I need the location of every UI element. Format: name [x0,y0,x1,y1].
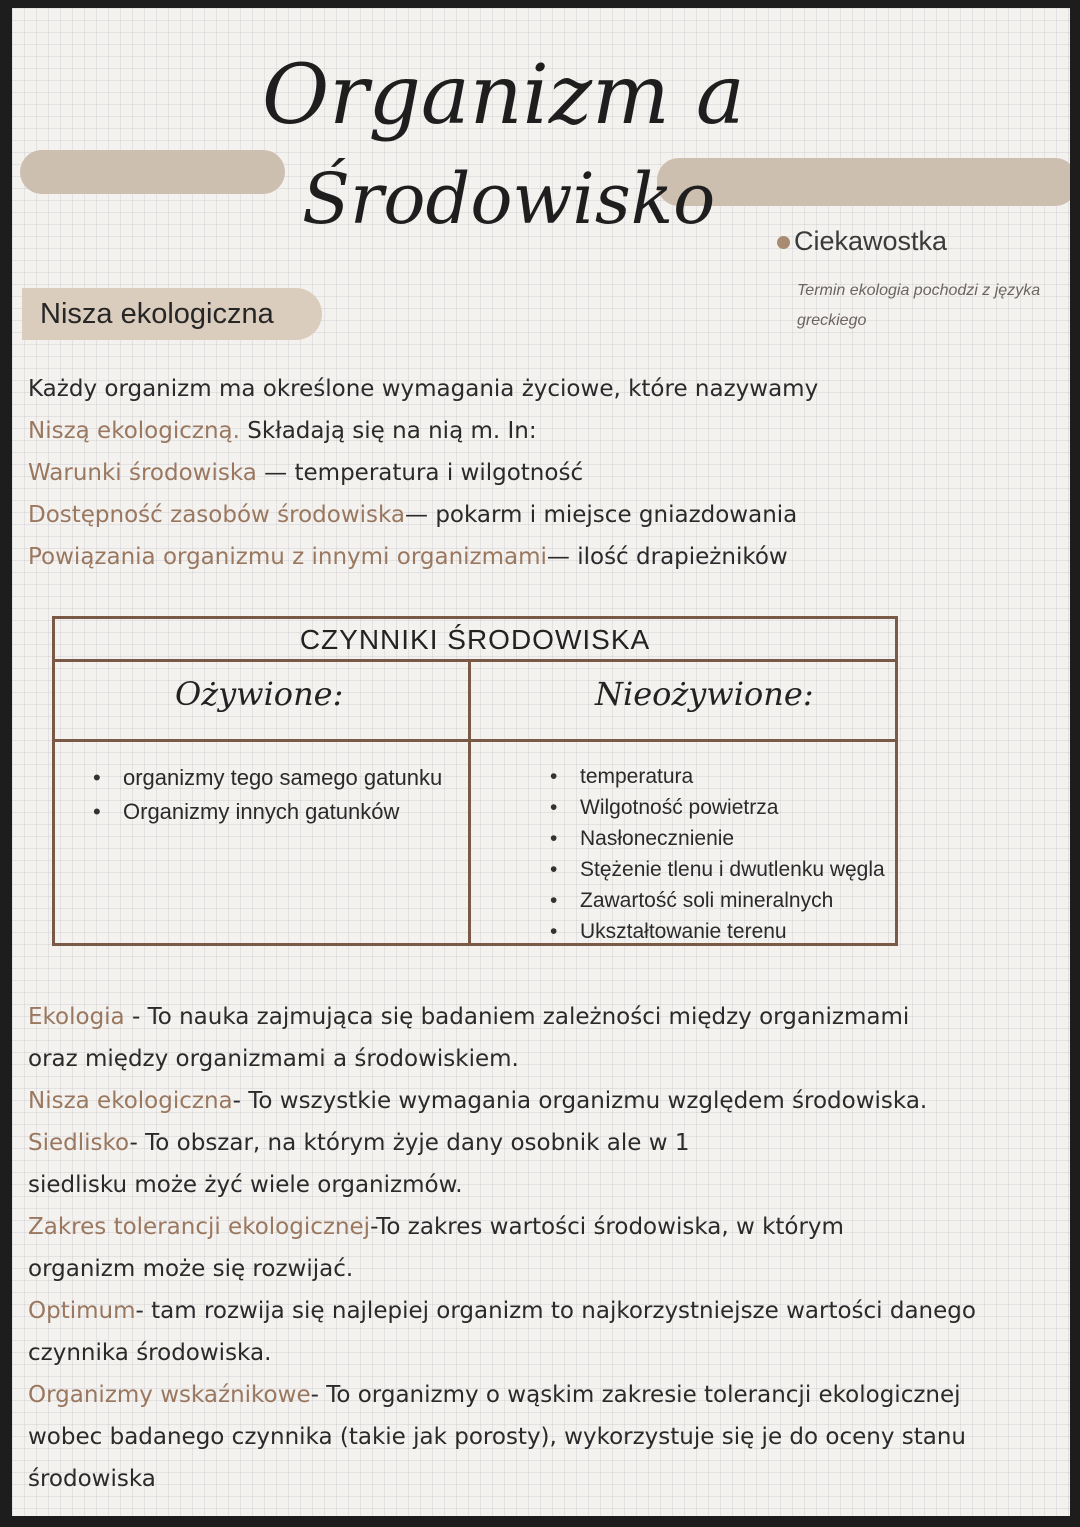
term: Niszą ekologiczną. [28,418,240,444]
definition-line [28,996,1058,1038]
term-text: - To obszar, na którym żyje dany osobnik ale w 1 [129,1130,690,1156]
fact-heading-text: Ciekawostka [794,226,948,256]
abiotic-title: Nieożywione: [595,675,814,713]
page-title-line2: Środowisko [302,158,716,240]
term-text: — ilość drapieżników [546,544,788,570]
term: Dostępność zasobów środowiska [28,502,406,528]
note-page [12,8,1070,1516]
list-item: • Organizmy innych gatunków [93,795,442,829]
term: Zakres tolerancji ekologicznej [28,1214,371,1240]
definition-line: organizm może się rozwijać. [28,1256,354,1282]
table-title: CZYNNIKI ŚRODOWISKA [55,619,895,662]
title-band-left [20,150,285,194]
definition-line: wobec badanego czynnika (takie jak porosty), wykorzystuje się je do oceny stanu [28,1424,967,1450]
definitions [28,996,1058,1500]
intro-line [28,410,1058,452]
biotic-title: Ożywione: [175,675,344,713]
list-item: • temperatura [550,761,885,792]
definition-line [28,1122,1058,1164]
section-heading-niche: Nisza ekologiczna [22,288,322,340]
fact-heading [777,226,947,257]
list-item: • Zawartość soli mineralnych [550,885,885,916]
term: Nisza ekologiczna [28,1088,233,1114]
term-text: — pokarm i miejsce gniazdowania [405,502,798,528]
page-title-line1: Organizm a [262,48,745,143]
niche-item [28,452,1058,494]
definition-line [28,1290,1058,1332]
definition-line: siedlisku może żyć wiele organizmów. [28,1172,463,1198]
definition-line [28,1374,1058,1416]
list-item: • Nasłonecznienie [550,823,885,854]
definition-line [28,1080,1058,1122]
term: Powiązania organizmu z innymi organizmami [28,544,547,570]
list-item: • Wilgotność powietrza [550,792,885,823]
list-item: • Stężenie tlenu i dwutlenku węgla [550,854,885,885]
term: Organizmy wskaźnikowe [28,1382,311,1408]
term-text: - tam rozwija się najlepiej organizm to najkorzystniejsze wartości danego [135,1298,976,1324]
header-divider [55,739,895,742]
niche-intro [28,368,1058,578]
definition-line: czynnika środowiska. [28,1340,272,1366]
term-text: - To organizmy o wąskim zakresie tolerancji ekologicznej [310,1382,961,1408]
definition-line: oraz między organizmami a środowiskiem. [28,1046,519,1072]
niche-item [28,494,1058,536]
abiotic-list [550,761,885,947]
list-item: • Ukształtowanie terenu [550,916,885,947]
factors-table [52,616,898,946]
term-text: Składają się na nią m. In: [239,418,537,444]
biotic-list [93,761,442,829]
definition-line [28,1206,1058,1248]
fact-text: Termin ekologia pochodzi z języka greckiego [797,282,1041,329]
term: Siedlisko [28,1130,130,1156]
column-divider [468,659,471,943]
term-text: - To nauka zajmująca się badaniem zależności między organizmami [124,1004,910,1030]
niche-item [28,536,1058,578]
bullet-dot-icon [777,236,790,249]
definition-line: środowiska [28,1466,156,1492]
term-text: — temperatura i wilgotność [256,460,584,486]
title-band-right [657,158,1070,206]
term-text: -To zakres wartości środowiska, w którym [370,1214,844,1240]
term: Warunki środowiska [28,460,257,486]
list-item: • organizmy tego samego gatunku [93,761,442,795]
term: Ekologia [28,1004,125,1030]
term: Optimum [28,1298,136,1324]
term-text: - To wszystkie wymagania organizmu względem środowiska. [232,1088,928,1114]
intro-line: Każdy organizm ma określone wymagania życiowe, które nazywamy [28,376,819,402]
